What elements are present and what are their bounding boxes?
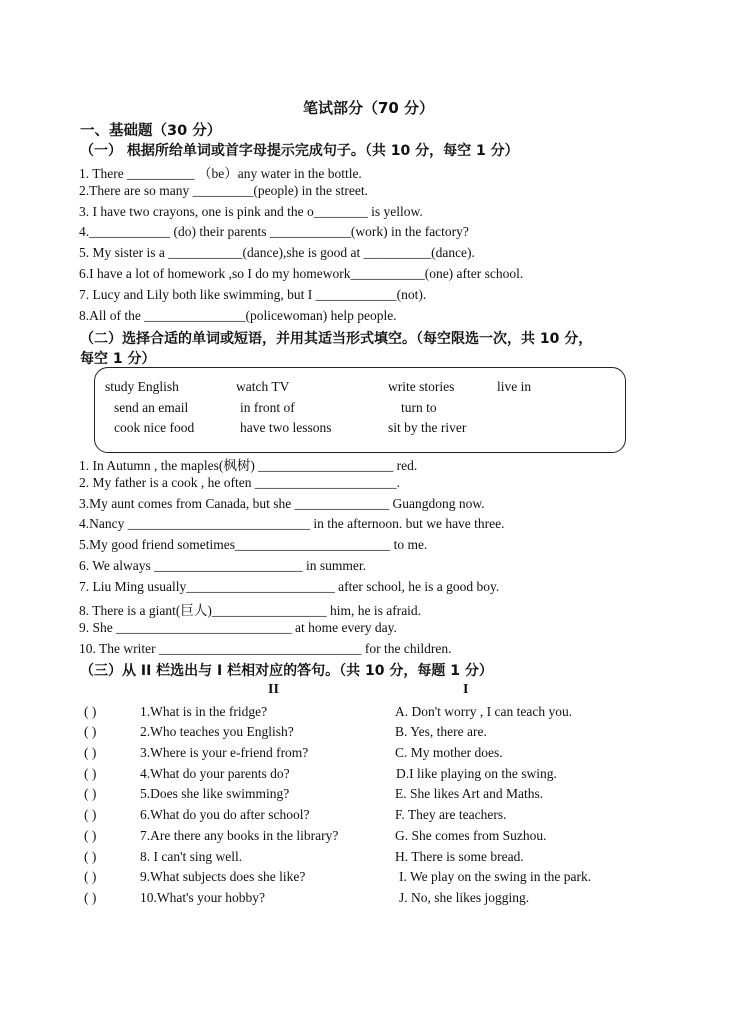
question-item: 3.Where is your e-friend from?	[140, 745, 309, 760]
sec1-item-6: 6.I have a lot of homework ,so I do my homework___________(one) after school.	[79, 266, 524, 281]
word-bank-item: live in	[497, 379, 532, 394]
question-item: 8. I can't sing well.	[140, 849, 243, 864]
section-2-heading: （二）选择合适的单词或短语，并用其适当形式填空。（每空限选一次，共 10 分，	[80, 331, 593, 347]
section-2-heading-cont: 每空 1 分）	[80, 351, 156, 367]
answer-blank[interactable]: ( )	[84, 724, 97, 739]
sec2-item-5: 5.My good friend sometimes_______________________ to me.	[79, 537, 428, 552]
word-bank-item: write stories	[388, 379, 455, 394]
answer-blank[interactable]: ( )	[84, 704, 97, 719]
section-1-heading: （一） 根据所给单词或首字母提示完成句子。（共 10 分，每空 1 分）	[80, 143, 519, 159]
answer-blank[interactable]: ( )	[84, 745, 97, 760]
word-bank-item: in front of	[240, 400, 295, 415]
answer-blank[interactable]: ( )	[84, 828, 97, 843]
sec2-item-1: 1. In Autumn , the maples(枫树) ____________________ red.	[79, 458, 418, 473]
sec2-item-10: 10. The writer ______________________________ for the children.	[79, 641, 452, 656]
answer-option: H. There is some bread.	[395, 849, 524, 864]
answer-option: D.I like playing on the swing.	[396, 766, 557, 781]
question-item: 6.What do you do after school?	[140, 807, 310, 822]
sec2-item-6: 6. We always ______________________ in summer.	[79, 558, 367, 573]
sec1-item-7: 7. Lucy and Lily both like swimming, but I ____________(not).	[79, 287, 427, 302]
part-heading: 一、基础题（30 分）	[80, 123, 222, 139]
question-item: 2.Who teaches you English?	[140, 724, 294, 739]
sec1-item-8: 8.All of the _______________(policewoman) help people.	[79, 308, 397, 323]
sec1-item-1: 1. There __________ （be）any water in the bottle.	[79, 166, 362, 181]
word-bank-item: cook nice food	[114, 420, 195, 435]
page-title: 笔试部分（70 分）	[302, 99, 435, 117]
sec2-item-7: 7. Liu Ming usually______________________ after school, he is a good boy.	[79, 579, 500, 594]
answer-option: G. She comes from Suzhou.	[395, 828, 547, 843]
answer-blank[interactable]: ( )	[84, 807, 97, 822]
question-item: 4.What do your parents do?	[140, 766, 290, 781]
sec2-item-9: 9. She __________________________ at home every day.	[79, 620, 397, 635]
column-i-header: I	[463, 682, 469, 697]
sec1-item-5: 5. My sister is a ___________(dance),she is good at __________(dance).	[79, 245, 475, 260]
question-item: 10.What's your hobby?	[140, 890, 266, 905]
answer-option: I. We play on the swing in the park.	[399, 869, 592, 884]
question-item: 9.What subjects does she like?	[140, 869, 306, 884]
answer-option: C. My mother does.	[395, 745, 503, 760]
question-item: 1.What is in the fridge?	[140, 704, 268, 719]
sec1-item-4: 4.____________ (do) their parents ____________(work) in the factory?	[79, 224, 469, 239]
word-bank-item: sit by the river	[388, 420, 467, 435]
answer-blank[interactable]: ( )	[84, 766, 97, 781]
answer-blank[interactable]: ( )	[84, 786, 97, 801]
question-item: 5.Does she like swimming?	[140, 786, 290, 801]
sec1-item-2: 2.There are so many _________(people) in the street.	[79, 183, 369, 198]
column-ii-header: II	[268, 682, 279, 697]
word-bank-item: study English	[105, 379, 179, 394]
answer-option: B. Yes, there are.	[395, 724, 487, 739]
question-item: 7.Are there any books in the library?	[140, 828, 339, 843]
answer-blank[interactable]: ( )	[84, 849, 97, 864]
sec2-item-3: 3.My aunt comes from Canada, but she ______________ Guangdong now.	[79, 496, 485, 511]
answer-blank[interactable]: ( )	[84, 890, 97, 905]
sec2-item-4: 4.Nancy ___________________________ in the afternoon. but we have three.	[79, 516, 505, 531]
sec2-item-2: 2. My father is a cook , he often _____________________.	[79, 475, 400, 490]
answer-option: E. She likes Art and Maths.	[395, 786, 544, 801]
word-bank-item: turn to	[401, 400, 437, 415]
answer-option: F. They are teachers.	[395, 807, 507, 822]
answer-blank[interactable]: ( )	[84, 869, 97, 884]
word-bank-box	[94, 367, 626, 453]
sec2-item-8: 8. There is a giant(巨人)_________________ him, he is afraid.	[79, 603, 422, 618]
answer-option: A. Don't worry , I can teach you.	[395, 704, 573, 719]
word-bank-item: have two lessons	[240, 420, 332, 435]
word-bank-item: send an email	[114, 400, 189, 415]
word-bank-item: watch TV	[236, 379, 290, 394]
sec1-item-3: 3. I have two crayons, one is pink and the o________ is yellow.	[79, 204, 423, 219]
answer-option: J. No, she likes jogging.	[399, 890, 530, 905]
section-3-heading: （三）从 II 栏选出与 I 栏相对应的答句。（共 10 分，每题 1 分）	[80, 663, 493, 679]
